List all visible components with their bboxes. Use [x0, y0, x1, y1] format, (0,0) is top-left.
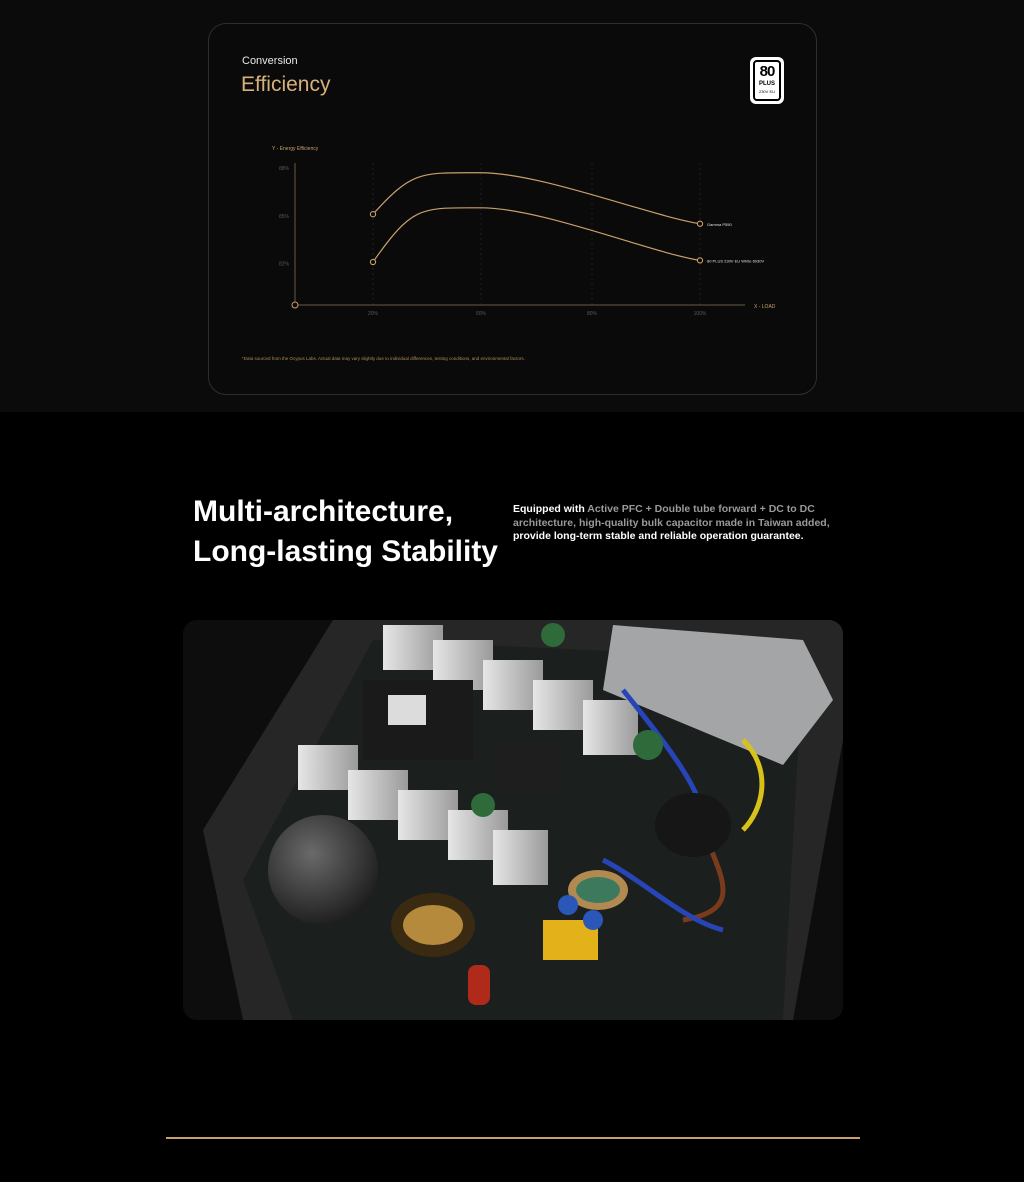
footnote: *Data sourced from the Ocypus Labs. Actual data may vary slightly due to individual differences, testing conditions, and environmental factors. [242, 356, 525, 361]
psu-internals-image [183, 620, 843, 1020]
badge-number: 80 [759, 63, 775, 80]
chart-point-0-1 [697, 221, 702, 226]
desc-intro: Equipped with [513, 503, 588, 515]
chart-x-tick-2: 80% [586, 311, 598, 317]
card-subtitle: Conversion [242, 55, 298, 67]
chart-y-tick-0: 88% [278, 166, 289, 172]
card-title: Efficiency [241, 73, 331, 96]
divider-line [166, 1137, 860, 1139]
section-description [513, 503, 843, 544]
section-headline [193, 492, 498, 572]
chart-x-tick-1: 50% [475, 311, 487, 317]
chart-y-tick-2: 82% [278, 261, 289, 268]
chart-x-tick-3: 100% [693, 311, 707, 317]
chart-point-0-0 [370, 212, 375, 217]
efficiency-chart [0, 0, 1024, 412]
chart-point-1-0 [370, 259, 375, 264]
chart-y-tick-1: 85% [278, 213, 289, 220]
headline-line-2: Long-lasting Stability [193, 535, 498, 568]
badge-voltage: 230V EU [758, 89, 775, 94]
chart-x-tick-0: 20% [367, 311, 379, 317]
chart-point-1-1 [697, 258, 702, 263]
desc-highlight: Active PFC + Double tube forward + DC to DC architecture, high-quality bulk capacitor made in Taiwan added, [513, 503, 830, 529]
chart-series-line-1 [373, 208, 700, 262]
headline-line-1: Multi-architecture, [193, 495, 454, 528]
chart-x-label: X - LOAD [754, 304, 776, 310]
badge-plus: PLUS [758, 81, 775, 87]
chart-origin [292, 302, 298, 308]
desc-rest: provide long-term stable and reliable operation guarantee. [513, 530, 804, 542]
chart-series-label-1: 80 PLUS 230V EU White 6030V [707, 258, 765, 264]
chart-series-label-0: Gamma P550 [707, 221, 732, 227]
chart-y-label: Y - Energy Efficiency [272, 146, 319, 152]
